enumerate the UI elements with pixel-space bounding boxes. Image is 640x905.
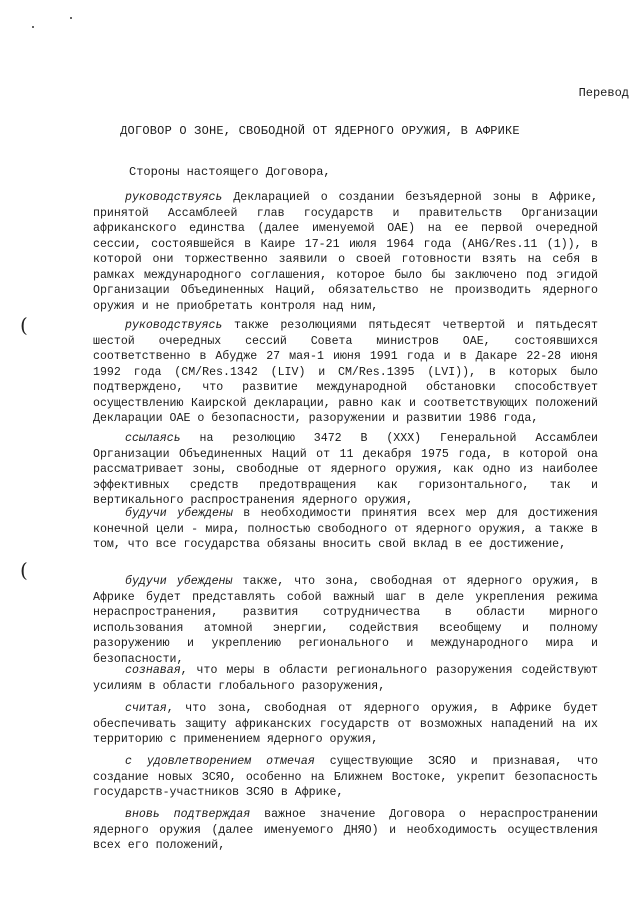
preamble-paragraph bbox=[93, 754, 598, 801]
preamble-intro: Стороны настоящего Договора, bbox=[129, 165, 331, 179]
margin-bracket-mark: ( bbox=[20, 558, 28, 582]
preamble-paragraph bbox=[93, 431, 598, 509]
paragraph-lead: ссылаясь bbox=[125, 432, 181, 445]
paragraph-lead: вновь подтверждая bbox=[125, 808, 251, 821]
paragraph-text: также, что зона, свободная от ядерного оружия, в Африке будет представлять собой важный шаг в деле укрепления режима нераспространения, развития сотрудничества в области мирного использования атомной энергии, содействия всеобщему и полному разоружению и укреплению регионального и международного мира и безопасности, bbox=[93, 575, 598, 666]
paragraph-lead: будучи убеждены bbox=[125, 575, 233, 588]
document-title: ДОГОВОР О ЗОНЕ, СВОБОДНОЙ ОТ ЯДЕРНОГО ОРУЖИЯ, В АФРИКЕ bbox=[120, 124, 520, 138]
paragraph-lead: с удовлетворением отмечая bbox=[125, 755, 315, 768]
paragraph-text: в необходимости принятия всех мер для достижения конечной цели - мира, полностью свободного от ядерного оружия, а также в том, что все государства обязаны вносить свой вклад в ее достижение, bbox=[93, 507, 598, 551]
paragraph-text: , что меры в области регионального разоружения содействуют усилиям в области глобального разоружения, bbox=[93, 664, 598, 693]
paragraph-text: важное значение Договора о нераспространении ядерного оружия (далее именуемого ДНЯО) и необходимость осуществления всех его положений, bbox=[93, 808, 598, 852]
preamble-paragraph bbox=[93, 574, 598, 667]
scan-speck bbox=[32, 26, 34, 28]
paragraph-lead: руководствуясь bbox=[125, 191, 223, 204]
paragraph-lead: руководствуясь bbox=[125, 319, 223, 332]
paragraph-text: на резолюцию 3472 В (XXX) Генеральной Ассамблеи Организации Объединенных Наций от 11 декабря 1975 года, в которой она рассматривает зоны, свободные от ядерного оружия, как одно из наиболее эффективных средств предотвращения как горизонтального, так и вертикального распространения ядерного оружия, bbox=[93, 432, 598, 507]
preamble-paragraph bbox=[93, 318, 598, 427]
paragraph-text: Декларацией о создании безъядерной зоны в Африке, принятой Ассамблеей глав государств и правительств Организации африканского единства (далее именуемой ОАЕ) на ее первой очередной сессии, состоявшейся в Каире 17-21 июля 1964 года (AHG/Res.11 (1)), в которой они торжественно заявили о своей готовности взять на себя в рамках международного соглашения, которое было бы заключено под эгидой Организации Объединенных Наций, обязательство не производить ядерного оружия и не приобретать контроля над ним, bbox=[93, 191, 598, 313]
preamble-paragraph bbox=[93, 506, 598, 553]
paragraph-text: также резолюциями пятьдесят четвертой и пятьдесят шестой очередных сессий Совета министров ОАЕ, состоявшихся соответственно в Абудже 27 мая-1 июня 1991 года и в Дакаре 22-28 июня 1992 года (CM/Res.1342 (LIV) и CM/Res.1395 (LVI)), в которых было подтверждено, что развитие международной обстановки способствует осуществлению Каирской декларации, равно как и соответствующих положений Декларации ОАЕ о безопасности, разоружении и развитии 1986 года, bbox=[93, 319, 598, 425]
paragraph-text: существующие ЗСЯО и признавая, что создание новых ЗСЯО, особенно на Ближнем Востоке, укрепит безопасность государств-участников ЗСЯО в Африке, bbox=[93, 755, 598, 799]
paragraph-lead: будучи убеждены bbox=[125, 507, 233, 520]
paragraph-lead: считая bbox=[125, 702, 167, 715]
paragraph-lead: сознавая bbox=[125, 664, 181, 677]
scan-speck bbox=[70, 17, 72, 19]
preamble-paragraph bbox=[93, 701, 598, 748]
preamble-paragraph bbox=[93, 807, 598, 854]
translation-label: Перевод bbox=[578, 86, 629, 100]
paragraph-text: , что зона, свободная от ядерного оружия, в Африке будет обеспечивать защиту африканских государств от возможных нападений на их территорию с применением ядерного оружия, bbox=[93, 702, 598, 746]
margin-bracket-mark: ( bbox=[20, 313, 28, 337]
preamble-paragraph bbox=[93, 190, 598, 314]
preamble-paragraph bbox=[93, 663, 598, 694]
